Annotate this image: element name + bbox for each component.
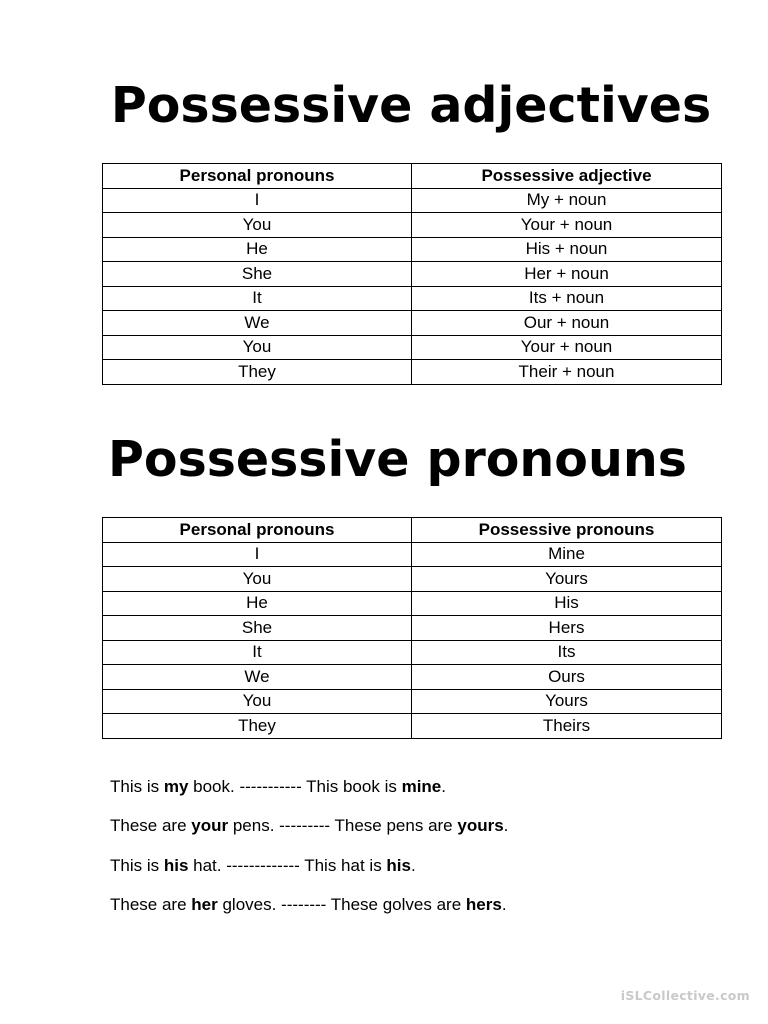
example-sentence (110, 814, 508, 853)
sentence-text: . (501, 894, 507, 914)
highlighted-word: mine (401, 777, 442, 796)
table-row (103, 689, 722, 714)
table-cell: His (412, 591, 722, 616)
table-cell: You (103, 689, 412, 714)
highlighted-word: hers (465, 894, 502, 914)
table-cell: Ours (412, 665, 722, 690)
possessive-pronouns-table (102, 517, 722, 739)
table-row (103, 665, 722, 690)
highlighted-word: yours (457, 816, 504, 836)
highlighted-word: his (386, 855, 411, 875)
highlighted-word: her (191, 894, 218, 914)
sentence-text: These are (110, 816, 192, 836)
table-cell: Hers (412, 616, 722, 641)
sentence-text: This is (110, 777, 164, 796)
sentence-text: gloves. -------- These golves are (217, 894, 466, 914)
table-row (103, 591, 722, 616)
table-cell: Theirs (412, 714, 722, 739)
table-header-row (103, 518, 722, 543)
example-sentence (110, 893, 508, 932)
table-cell: We (103, 311, 412, 336)
sentence-text: pens. --------- These pens are (228, 816, 458, 836)
table-cell: My + noun (412, 188, 722, 213)
table-cell: Our + noun (412, 311, 722, 336)
table-cell: He (103, 237, 412, 262)
column-header: Possessive adjective (412, 164, 722, 189)
column-header: Possessive pronouns (412, 518, 722, 543)
table-cell: They (103, 714, 412, 739)
table-cell: Her + noun (412, 262, 722, 287)
sentence-text: hat. ------------- This hat is (188, 855, 387, 875)
column-header: Personal pronouns (103, 518, 412, 543)
table-row (103, 640, 722, 665)
highlighted-word: his (163, 855, 189, 875)
example-sentences (110, 775, 508, 932)
table-cell: Yours (412, 689, 722, 714)
title-possessive-pronouns: Possessive pronouns (108, 431, 687, 488)
table-cell: Its + noun (412, 286, 722, 311)
sentence-text: . (503, 816, 509, 836)
table-row (103, 360, 722, 385)
highlighted-word: your (191, 816, 229, 836)
table-row (103, 567, 722, 592)
table-cell: It (103, 286, 412, 311)
table-row (103, 335, 722, 360)
table-cell: It (103, 640, 412, 665)
table-cell: Your + noun (412, 213, 722, 238)
table-row (103, 616, 722, 641)
table-row (103, 714, 722, 739)
sentence-text: These are (110, 894, 192, 914)
table-cell: His + noun (412, 237, 722, 262)
table-row (103, 311, 722, 336)
example-sentence (110, 854, 508, 893)
table-row (103, 188, 722, 213)
table-cell: Its (412, 640, 722, 665)
table-cell: I (103, 542, 412, 567)
table-cell: You (103, 213, 412, 238)
sentence-text: . (410, 855, 416, 875)
table-cell: She (103, 616, 412, 641)
table-cell: Their + noun (412, 360, 722, 385)
table-cell: Mine (412, 542, 722, 567)
table-cell: She (103, 262, 412, 287)
highlighted-word: my (163, 777, 189, 796)
table-row (103, 237, 722, 262)
table-row (103, 262, 722, 287)
table-header-row (103, 164, 722, 189)
watermark: iSLCollective.com (620, 988, 750, 1003)
table-cell: I (103, 188, 412, 213)
table-cell: You (103, 335, 412, 360)
sentence-text: . (441, 777, 446, 796)
table-row (103, 542, 722, 567)
table-cell: They (103, 360, 412, 385)
sentence-text: book. ----------- This book is (188, 777, 402, 796)
possessive-adjectives-table (102, 163, 722, 385)
sentence-text: This is (110, 855, 164, 875)
table-row (103, 286, 722, 311)
table-cell: You (103, 567, 412, 592)
table-cell: Yours (412, 567, 722, 592)
title-possessive-adjectives: Possessive adjectives (110, 77, 712, 134)
table-row (103, 213, 722, 238)
example-sentence (110, 775, 508, 814)
table-cell: Your + noun (412, 335, 722, 360)
table-cell: We (103, 665, 412, 690)
column-header: Personal pronouns (103, 164, 412, 189)
table-cell: He (103, 591, 412, 616)
